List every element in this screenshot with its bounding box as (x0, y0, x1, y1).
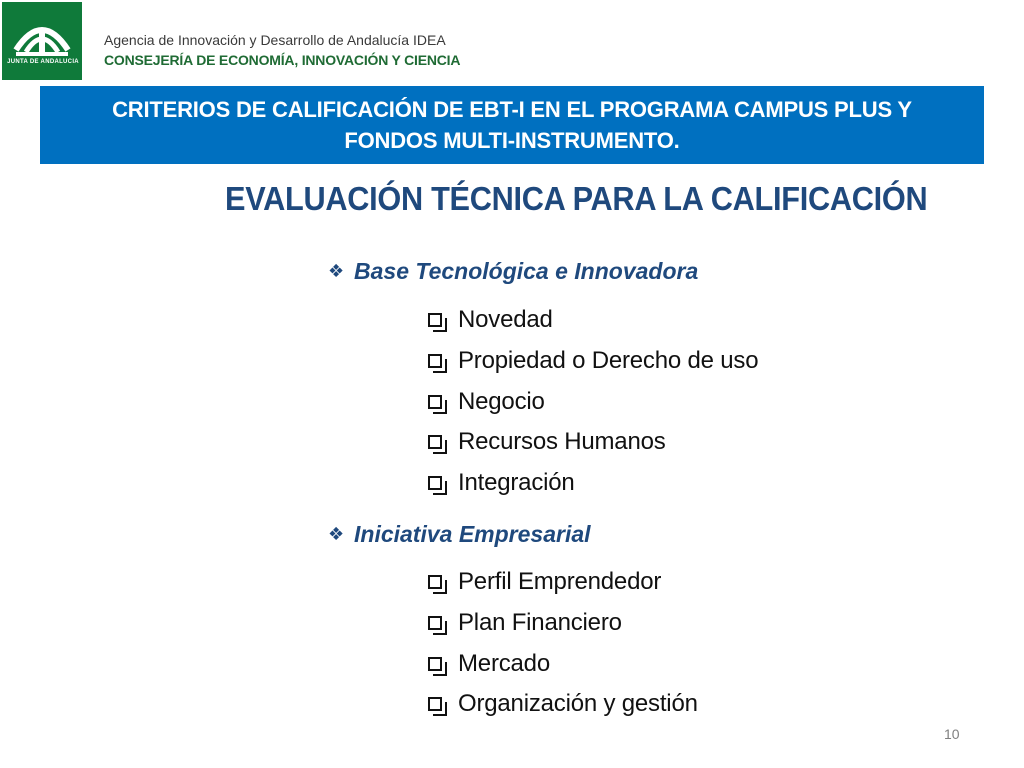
group-heading-iniciativa-empresarial (328, 521, 591, 548)
checkbox-bullet-icon (428, 313, 442, 327)
diamond-bullet-icon: ❖ (328, 524, 345, 544)
list-item (428, 469, 575, 497)
agency-name: Agencia de Innovación y Desarrollo de Andalucía IDEA (104, 32, 446, 48)
list-item (428, 347, 758, 375)
list-item-label: Plan Financiero (458, 609, 622, 636)
list-item-label: Organización y gestión (458, 690, 698, 717)
list-item (428, 428, 666, 456)
list-item-label: Mercado (458, 650, 550, 677)
list-item (428, 568, 661, 596)
checkbox-bullet-icon (428, 354, 442, 368)
list-item (428, 388, 545, 416)
list-item (428, 690, 698, 718)
banner-line-1: CRITERIOS DE CALIFICACIÓN DE EBT-I EN EL PROGRAMA CAMPUS PLUS Y (112, 97, 912, 122)
list-item-label: Recursos Humanos (458, 428, 666, 455)
checkbox-bullet-icon (428, 697, 442, 711)
list-item (428, 650, 550, 678)
checkbox-bullet-icon (428, 657, 442, 671)
list-item-label: Integración (458, 469, 575, 496)
department-name: CONSEJERÍA DE ECONOMÍA, INNOVACIÓN Y CIENCIA (104, 52, 461, 68)
list-item (428, 609, 622, 637)
list-item-label: Propiedad o Derecho de uso (458, 347, 759, 374)
banner-line-2: FONDOS MULTI-INSTRUMENTO. (344, 128, 680, 153)
section-title: EVALUACIÓN TÉCNICA PARA LA CALIFICACIÓN (225, 180, 928, 217)
checkbox-bullet-icon (428, 395, 442, 409)
list-item (428, 306, 553, 334)
banner-title (40, 94, 984, 156)
checkbox-bullet-icon (428, 575, 442, 589)
group-heading-label: Base Tecnológica e Innovadora (354, 258, 699, 284)
title-banner (40, 86, 984, 164)
logo-emblem-icon (2, 2, 82, 80)
list-item-label: Novedad (458, 306, 553, 333)
page-number: 10 (944, 726, 960, 742)
diamond-bullet-icon: ❖ (328, 261, 345, 281)
group-heading-label: Iniciativa Empresarial (354, 521, 591, 547)
checkbox-bullet-icon (428, 616, 442, 630)
checkbox-bullet-icon (428, 435, 442, 449)
checkbox-bullet-icon (428, 476, 442, 490)
list-item-label: Negocio (458, 388, 545, 415)
list-item-label: Perfil Emprendedor (458, 568, 662, 595)
junta-de-andalucia-logo (2, 2, 82, 80)
group-heading-base-tecnologica (328, 258, 698, 285)
logo-caption: JUNTA DE ANDALUCIA (7, 59, 79, 65)
